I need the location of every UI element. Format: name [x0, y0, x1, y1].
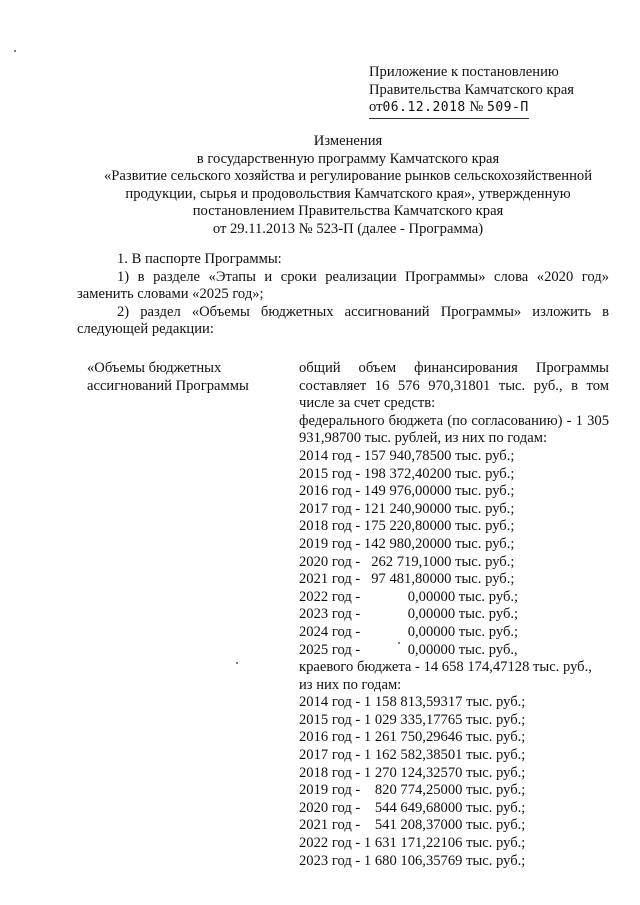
title-line: в государственную программу Камчатского края: [196, 150, 500, 167]
year-row: 2017 год - 121 240,90000 тыс. руб.;: [299, 500, 515, 517]
year-row: 2025 год - 0,00000 тыс. руб.,: [299, 641, 518, 658]
year-row: 2014 год - 1 158 813,59317 тыс. руб.;: [299, 694, 526, 711]
section-heading-line: «Объемы бюджетных: [87, 360, 222, 376]
document-body: [77, 251, 609, 339]
year-row: 2019 год - 820 774,25000 тыс. руб.;: [299, 782, 526, 799]
paragraph: 2) раздел «Объемы бюджетных ассигнований Программы» изложить в следующей редакции:: [77, 303, 609, 338]
regional-budget-text: краевого бюджета - 14 658 174,47128 тыс. руб.,: [299, 659, 592, 676]
regional-years-list: [299, 694, 609, 870]
title-line: от 29.11.2013 № 523-П (далее - Программа): [212, 220, 484, 237]
scan-speck: [236, 662, 238, 664]
year-row: 2023 год - 0,00000 тыс. руб.;: [299, 606, 519, 623]
year-row: 2018 год - 1 270 124,32570 тыс. руб.;: [299, 764, 526, 781]
year-row: 2024 год - 0,00000 тыс. руб.;: [299, 623, 519, 640]
date-prefix: от: [369, 99, 383, 116]
date-number-underline: [369, 99, 529, 119]
year-row: 2021 год - 541 208,37000 тыс. руб.;: [299, 817, 526, 834]
year-row: 2016 год - 1 261 750,29646 тыс. руб.;: [299, 729, 526, 746]
header-line: Правительства Камчатского края: [369, 81, 575, 98]
paragraph: 1. В паспорте Программы:: [117, 251, 282, 267]
year-row: 2018 год - 175 220,80000 тыс. руб.;: [299, 518, 515, 535]
table-right-column: [299, 360, 609, 870]
title-line: продукции, сырья и продовольствия Камчатского края», утвержденную: [125, 185, 571, 202]
year-row: 2023 год - 1 680 106,35769 тыс. руб.;: [299, 852, 526, 869]
year-row: 2014 год - 157 940,78500 тыс. руб.;: [299, 447, 515, 464]
year-row: 2017 год - 1 162 582,38501 тыс. руб.;: [299, 747, 526, 764]
total-funding-text: общий объем финансирования Программы составляет 16 576 970,31801 тыс. руб., в том числе за счет средств:: [299, 360, 609, 412]
header-line: Приложение к постановлению: [369, 64, 559, 80]
section-heading-line: ассигнований Программы: [87, 377, 249, 394]
header-date-line: [369, 99, 619, 119]
scan-speck: [14, 50, 16, 52]
year-row: 2021 год - 97 481,80000 тыс. руб.;: [299, 571, 515, 588]
approval-header: [369, 64, 619, 119]
year-row: 2016 год - 149 976,00000 тыс. руб.;: [299, 483, 515, 500]
title-line: «Развитие сельского хозяйства и регулирование рынков сельскохозяйственной: [103, 168, 593, 185]
title-line: Изменения: [313, 133, 383, 149]
number-prefix: №: [469, 99, 484, 116]
year-row: 2022 год - 0,00000 тыс. руб.;: [299, 588, 519, 605]
table-left-column: [87, 360, 287, 395]
year-row: 2015 год - 1 029 335,17765 тыс. руб.;: [299, 711, 526, 728]
year-row: 2015 год - 198 372,40200 тыс. руб.;: [299, 465, 515, 482]
paragraph: 1) в разделе «Этапы и сроки реализации Программы» слова «2020 год» заменить словами «2025 год»;: [77, 268, 609, 303]
year-row: 2020 год - 262 719,1000 тыс. руб.;: [299, 553, 515, 570]
date-value: 06.12.2018: [382, 100, 466, 116]
document-title: [100, 133, 596, 239]
title-line: постановлением Правительства Камчатского края: [192, 203, 504, 220]
regional-budget-text: из них по годам:: [299, 676, 402, 693]
year-row: 2019 год - 142 980,20000 тыс. руб.;: [299, 535, 515, 552]
federal-budget-text: федерального бюджета (по согласованию) - 1 305 931,98700 тыс. рублей, из них по годам:: [299, 412, 609, 447]
federal-years-list: [299, 448, 609, 659]
number-value: 509-П: [487, 100, 529, 116]
year-row: 2022 год - 1 631 171,22106 тыс. руб.;: [299, 835, 526, 852]
year-row: 2020 год - 544 649,68000 тыс. руб.;: [299, 799, 526, 816]
